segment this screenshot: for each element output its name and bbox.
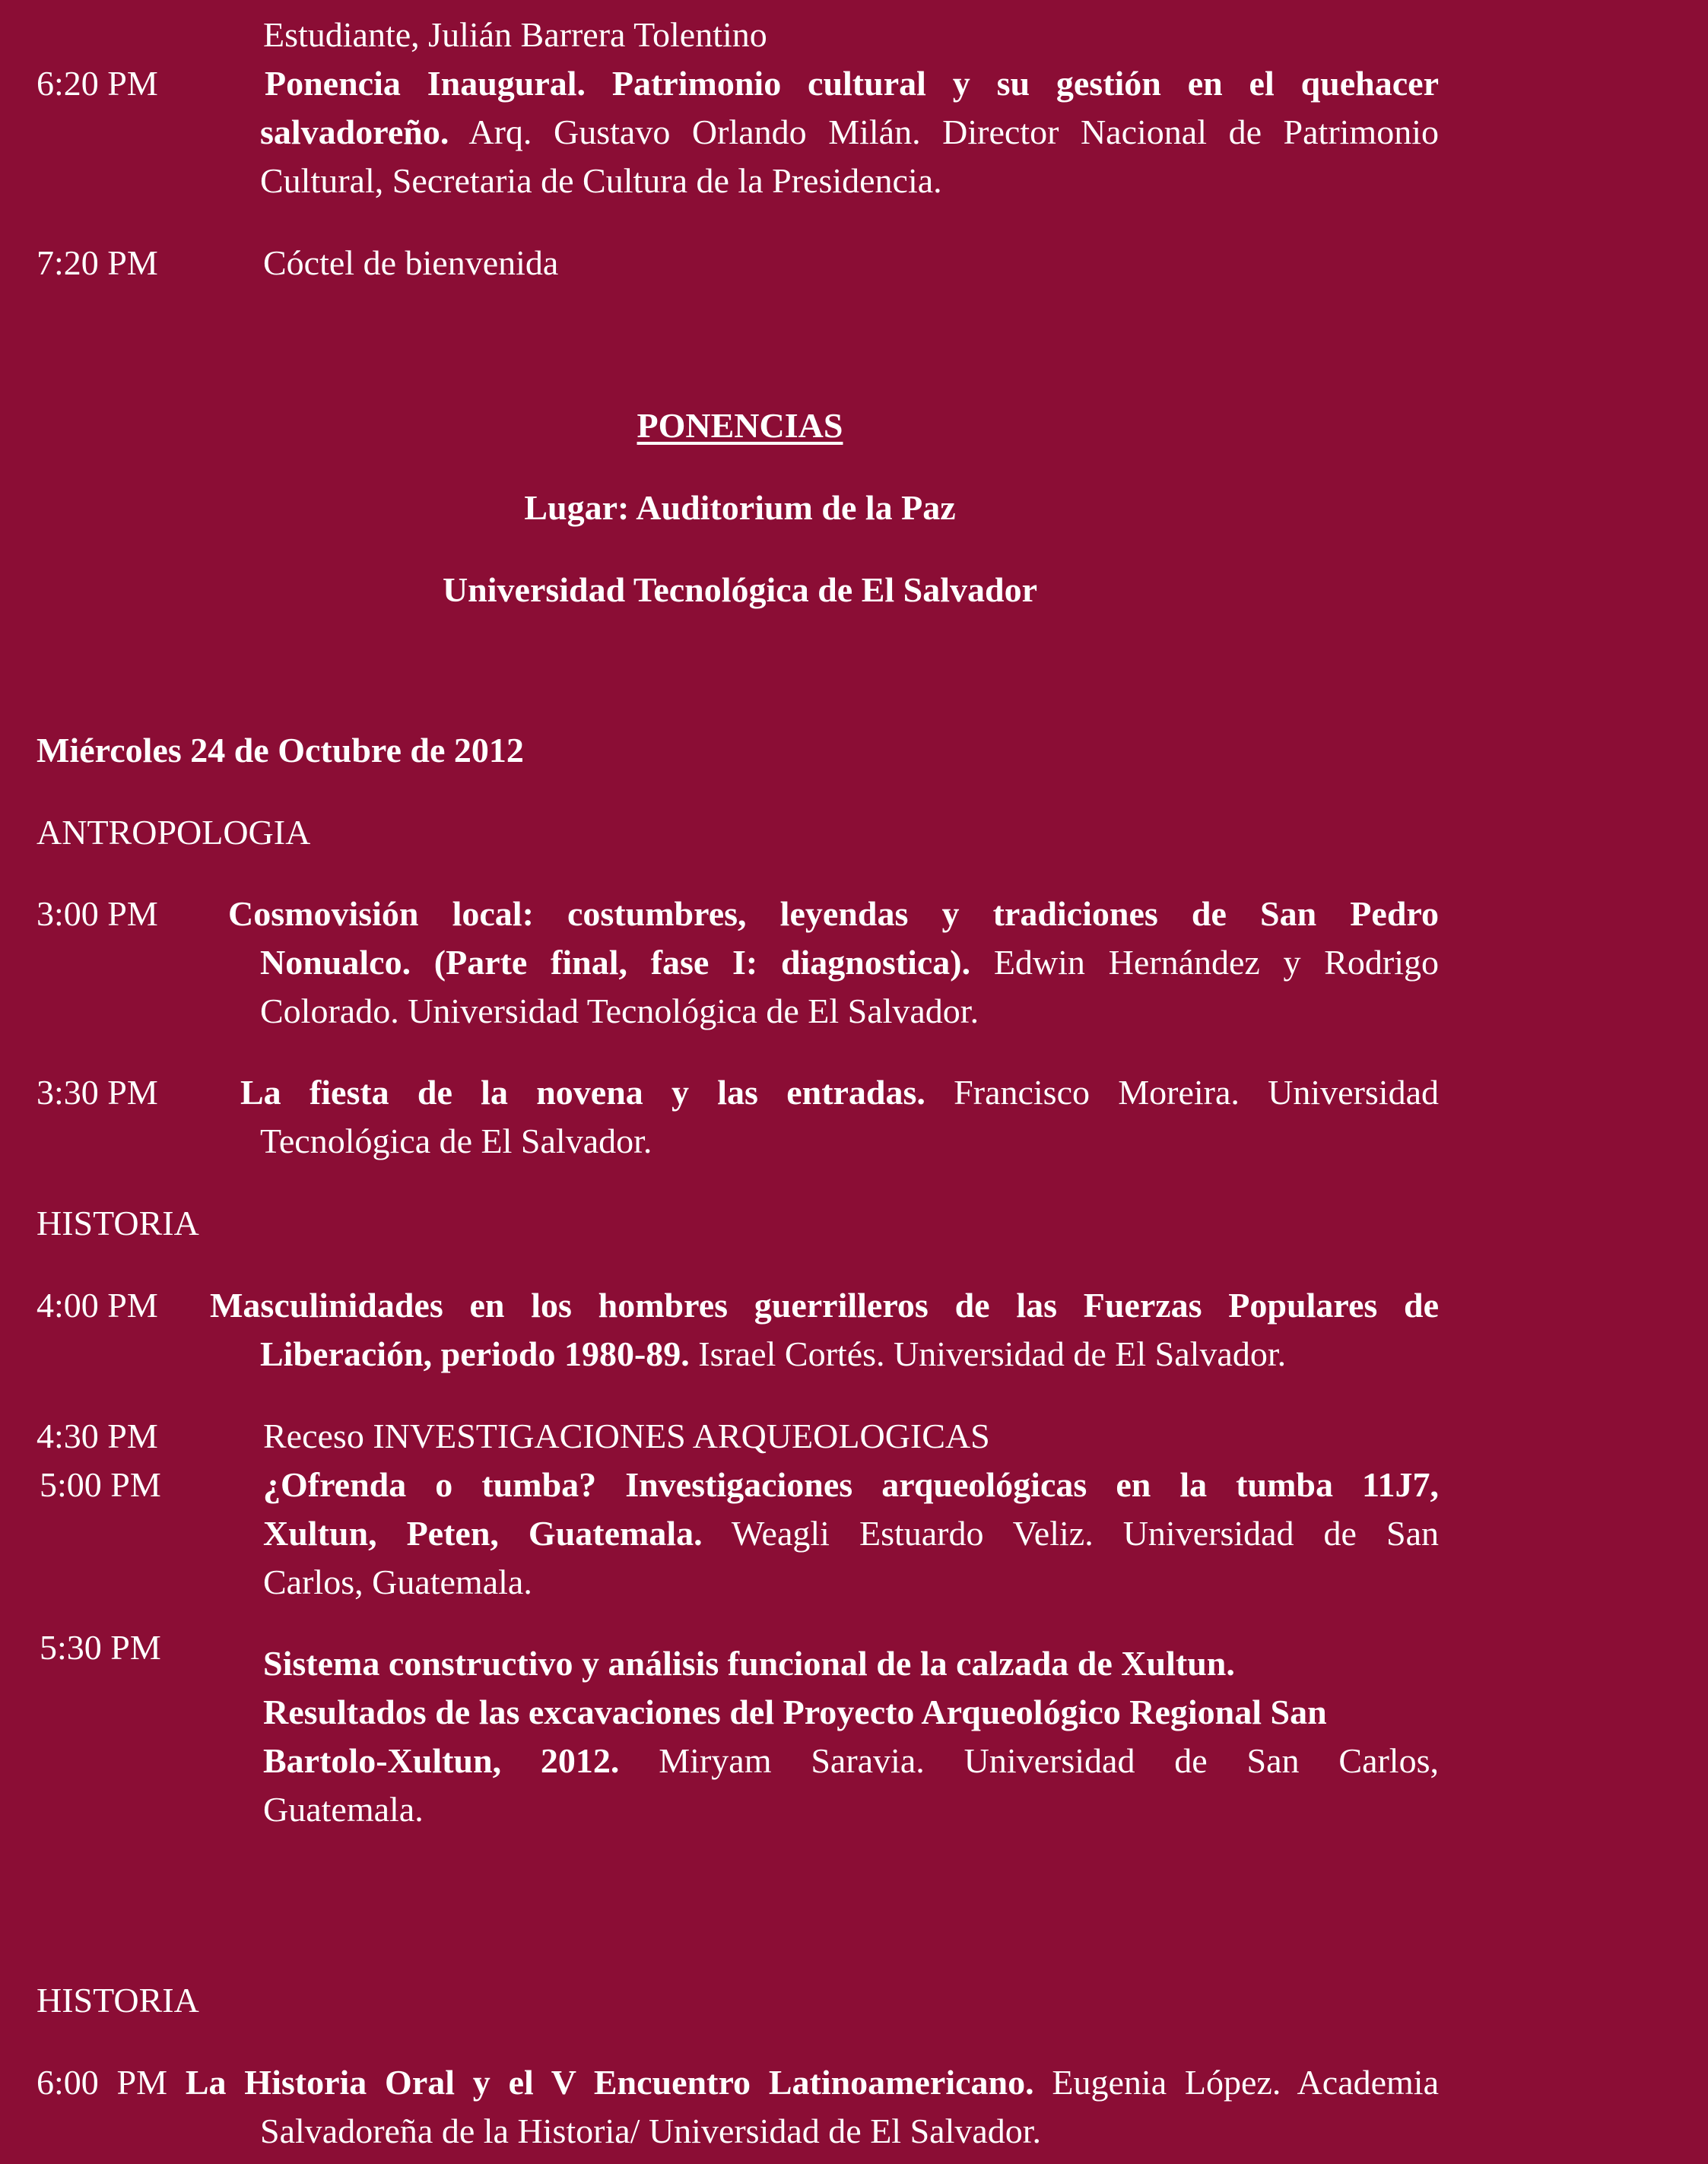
ofrenda-line3: Carlos, Guatemala. — [263, 1563, 532, 1601]
sistema-line1: Sistema constructivo y análisis funcional de la calzada de Xultun. — [263, 1644, 1235, 1683]
inaugural-line3: Cultural, Secretaria de Cultura de la Presidencia. — [260, 161, 942, 200]
sistema-line2: Resultados de las excavaciones del Proyecto Arqueológico Regional San — [263, 1693, 1327, 1731]
masculinidades-line2 — [260, 1330, 1286, 1379]
cocktail-text: Cóctel de bienvenida — [263, 243, 559, 282]
historia-oral-title: La Historia Oral y el V Encuentro Latinoamericano. — [185, 2063, 1034, 2102]
inaugural-time: 6:20 PM — [37, 64, 158, 103]
masculinidades-title-end: Liberación, periodo 1980-89. — [260, 1334, 690, 1373]
place-line2: Universidad Tecnológica de El Salvador — [442, 570, 1038, 609]
cosmovision-authors: Edwin Hernández y Rodrigo — [970, 943, 1439, 982]
masculinidades-time: 4:00 PM — [37, 1286, 158, 1325]
section-historia-2: HISTORIA — [37, 1981, 199, 2020]
place-line1: Lugar: Auditorium de la Paz — [524, 488, 956, 527]
cosmovision-time: 3:00 PM — [37, 894, 158, 933]
sistema-title-end: Bartolo-Xultun, 2012. — [263, 1741, 620, 1780]
inaugural-title-line2: salvadoreño. — [260, 113, 449, 151]
ofrenda-author: Weagli Estuardo Veliz. Universidad de San — [702, 1514, 1439, 1553]
historia-oral-author: Eugenia López. Academia — [1033, 2063, 1440, 2102]
cocktail-time: 7:20 PM — [37, 243, 158, 282]
ofrenda-line2 — [263, 1509, 1439, 1558]
inaugural-title-line1: Ponencia Inaugural. Patrimonio cultural y su gestión en el quehacer — [265, 64, 1439, 103]
masculinidades-line1: Masculinidades en los hombres guerrilleros de las Fuerzas Populares de — [210, 1286, 1439, 1325]
novena-line1 — [240, 1068, 1439, 1117]
student-line: Estudiante, Julián Barrera Tolentino — [263, 15, 767, 54]
historia-oral-line1 — [37, 2058, 1439, 2107]
day-date: Miércoles 24 de Octubre de 2012 — [37, 731, 524, 769]
novena-time: 3:30 PM — [37, 1073, 158, 1112]
inaugural-line2 — [260, 108, 1439, 157]
novena-author: Francisco Moreira. Universidad — [925, 1073, 1439, 1112]
cosmovision-title-end: Nonualco. (Parte final, fase I: diagnostica). — [260, 943, 971, 982]
receso-time: 4:30 PM — [37, 1417, 158, 1455]
inaugural-speaker: Arq. Gustavo Orlando Milán. Director Nacional de Patrimonio — [449, 113, 1439, 151]
ofrenda-title-end: Xultun, Peten, Guatemala. — [263, 1514, 703, 1553]
ofrenda-line1: ¿Ofrenda o tumba? Investigaciones arqueológicas en la tumba 11J7, — [263, 1465, 1439, 1504]
cosmovision-line1: Cosmovisión local: costumbres, leyendas y tradiciones de San Pedro — [228, 894, 1439, 933]
historia-oral-line2: Salvadoreña de la Historia/ Universidad de El Salvador. — [260, 2112, 1042, 2150]
section-historia-1: HISTORIA — [37, 1204, 199, 1242]
cosmovision-line2 — [260, 938, 1439, 987]
sistema-line4: Guatemala. — [263, 1790, 424, 1829]
sistema-author: Miryam Saravia. Universidad de San Carlos, — [619, 1741, 1439, 1780]
sistema-line3 — [263, 1737, 1439, 1785]
masculinidades-author: Israel Cortés. Universidad de El Salvador. — [689, 1334, 1287, 1373]
receso-text: Receso INVESTIGACIONES ARQUEOLOGICAS — [263, 1417, 990, 1455]
section-antropologia: ANTROPOLOGIA — [37, 813, 311, 852]
cosmovision-line3: Colorado. Universidad Tecnológica de El Salvador. — [260, 992, 979, 1030]
sistema-time: 5:30 PM — [40, 1628, 161, 1667]
ponencias-heading: PONENCIAS — [637, 406, 843, 445]
ofrenda-time: 5:00 PM — [40, 1465, 161, 1504]
historia-oral-time: 6:00 PM — [37, 2063, 168, 2102]
novena-title: La fiesta de la novena y las entradas. — [240, 1073, 925, 1112]
novena-line2: Tecnológica de El Salvador. — [260, 1122, 652, 1160]
